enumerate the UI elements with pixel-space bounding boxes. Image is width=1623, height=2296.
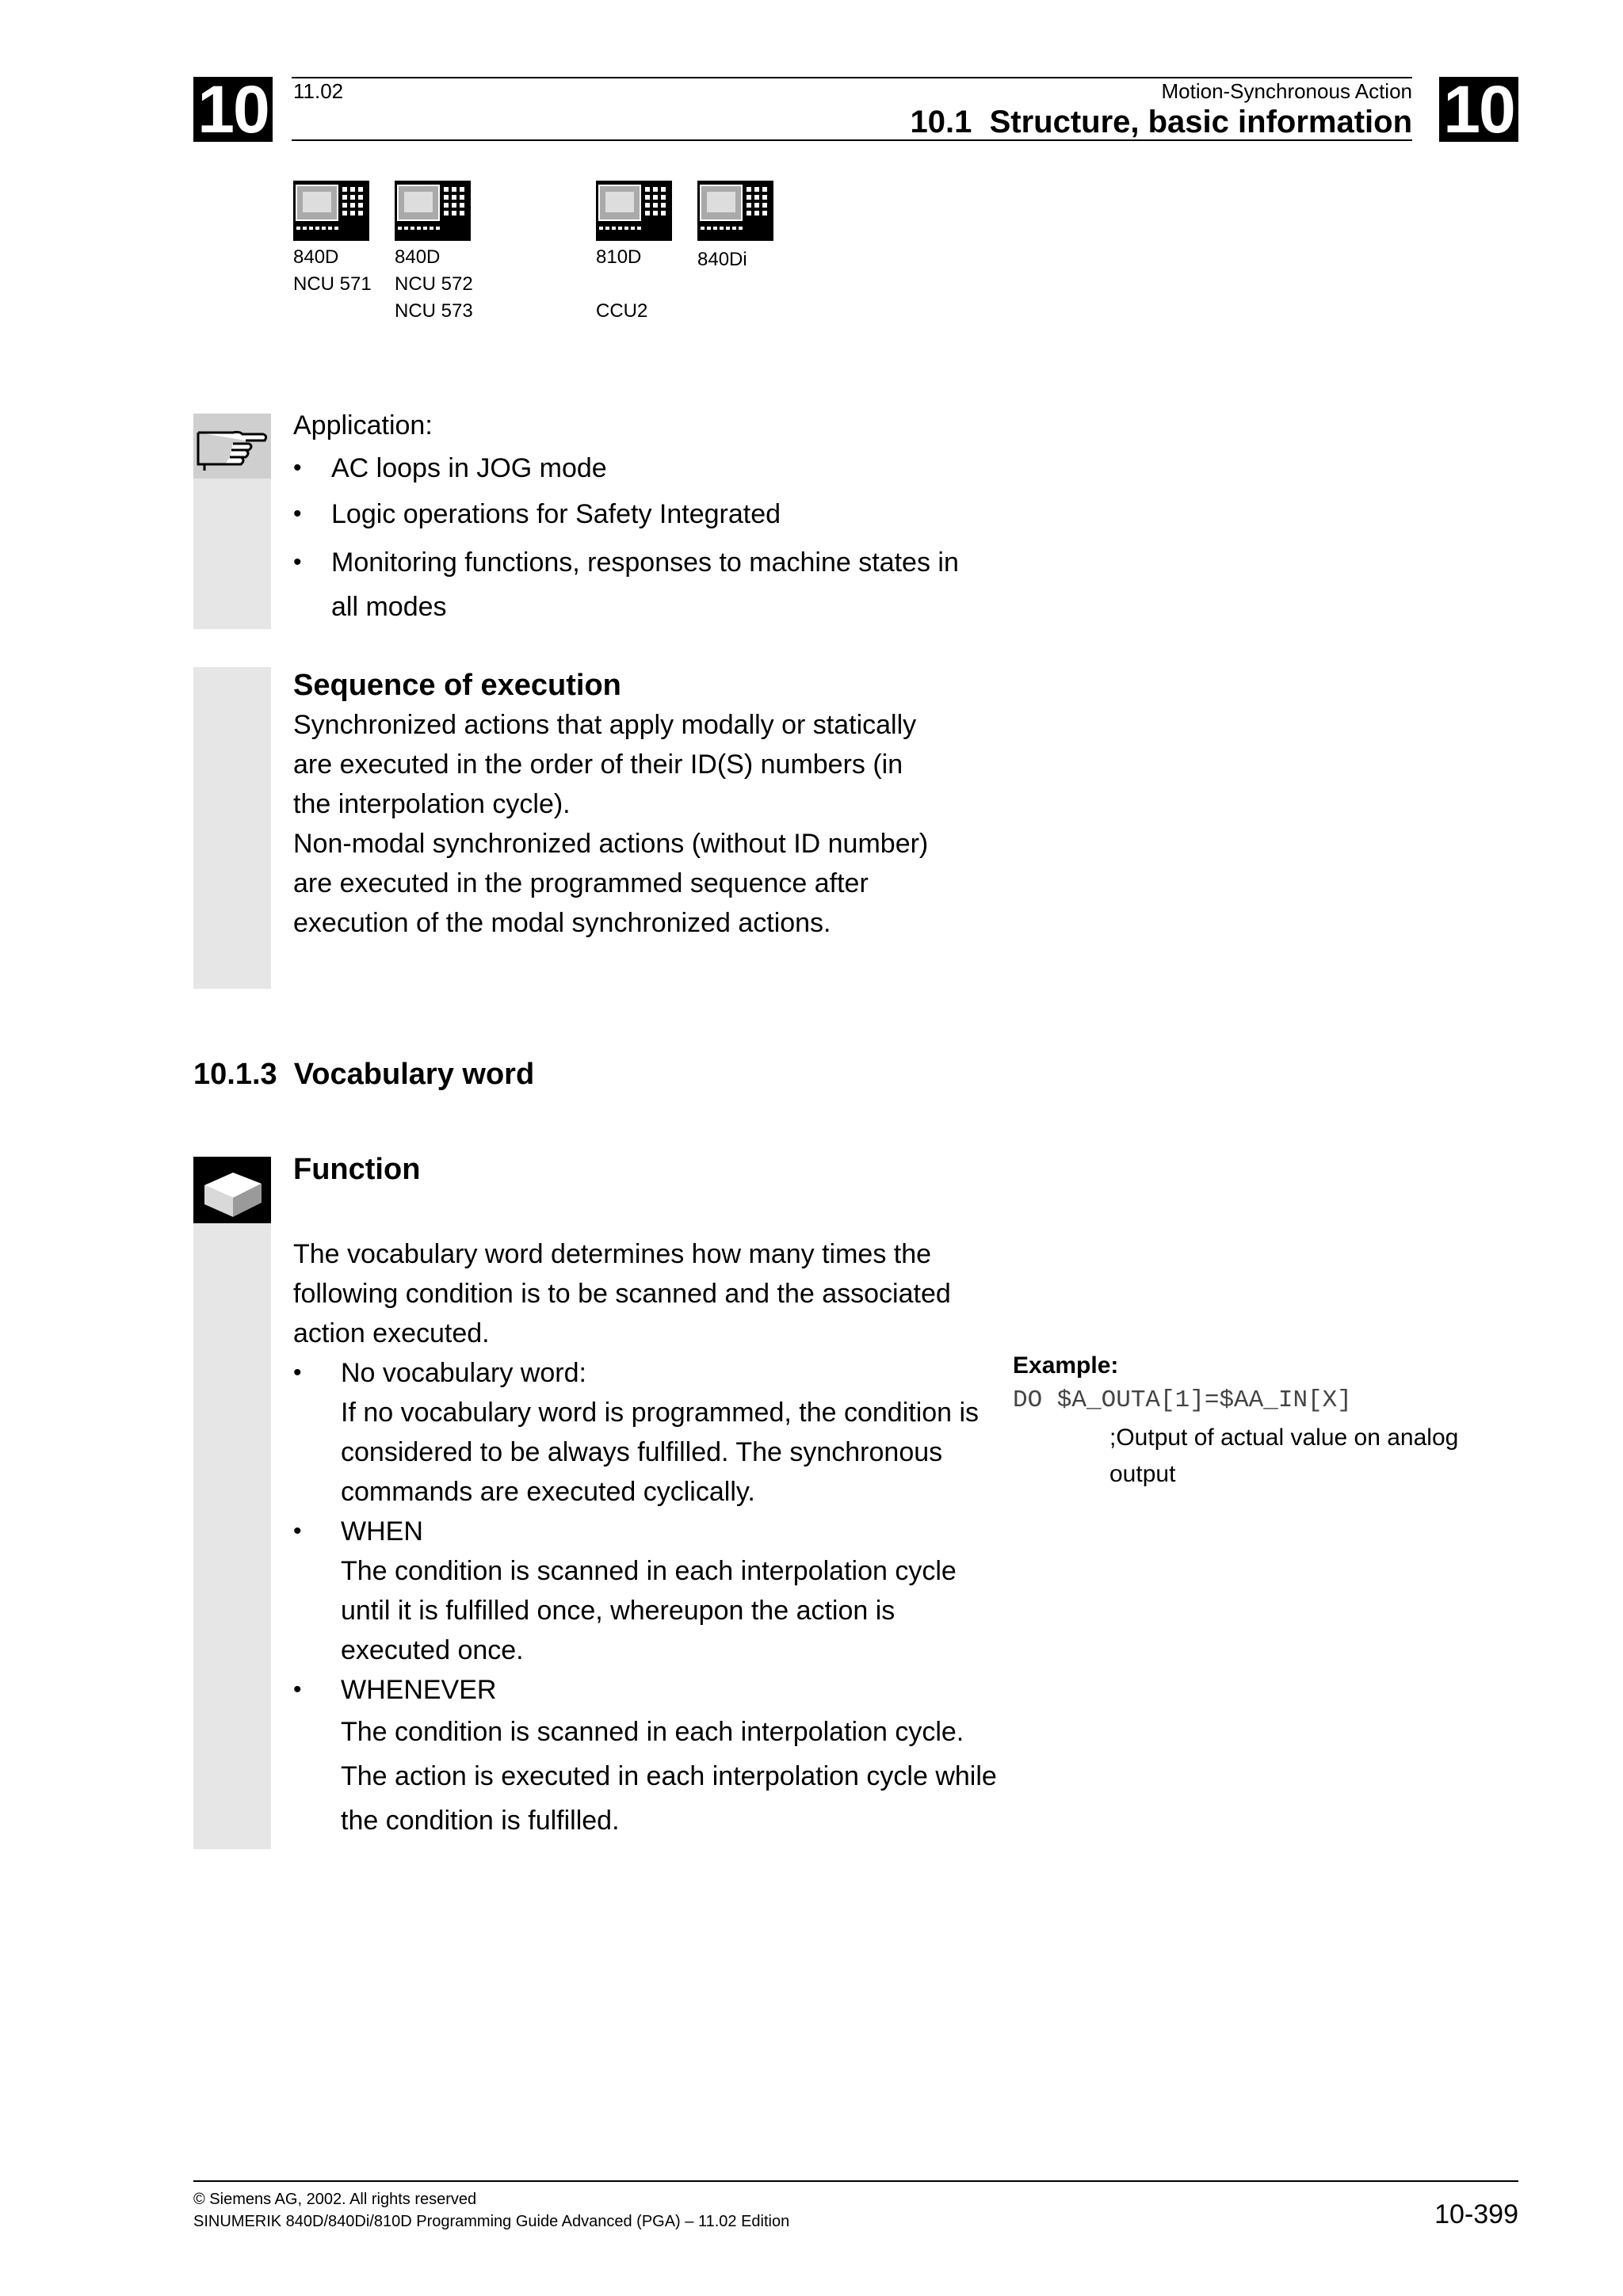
vocab-term: • WHEN — [341, 1516, 423, 1547]
vocab-description: The condition is scanned in each interpolation cycle. — [341, 1717, 964, 1747]
control-model: 840D — [395, 246, 441, 268]
application-heading: Application: — [293, 410, 433, 441]
sequence-paragraph: Synchronized actions that apply modally or statically are executed in the order of their ID(S) numbers (in the interpolation cycle). — [293, 710, 917, 819]
control-model: 810D — [596, 246, 642, 268]
chapter-number-left: 10 — [193, 77, 273, 142]
header-section-title: 10.1 Structure, basic information — [910, 105, 1412, 139]
function-section — [293, 1234, 997, 1843]
subsection-number: 10.1.3 — [193, 1058, 277, 1091]
cnc-control-icon — [293, 181, 369, 241]
control-label-3 — [596, 244, 647, 325]
list-item: • AC loops in JOG mode — [293, 448, 1006, 488]
example-label: Example: — [1013, 1352, 1119, 1379]
function-heading: Function — [293, 1153, 421, 1186]
footer-copyright: © Siemens AG, 2002. All rights reserved — [193, 2191, 477, 2208]
subsection-title: Vocabulary word — [293, 1058, 535, 1091]
control-label-4 — [697, 246, 747, 273]
example-box — [1013, 1348, 1504, 1493]
header-bottom-rule — [292, 139, 1412, 141]
footer-rule — [193, 2180, 1518, 2182]
cnc-control-icon — [697, 181, 773, 241]
vocab-description: If no vocabulary word is programmed, the condition is considered to be always fulfilled. The synchronous commands are executed cyclically. — [341, 1398, 980, 1507]
footer-text — [193, 2188, 789, 2233]
vocab-description: The condition is scanned in each interpolation cycle until it is fulfilled once, whereupon the action is executed once. — [341, 1556, 957, 1665]
control-model: 840Di — [697, 249, 747, 270]
control-ncu: NCU 573 — [395, 300, 473, 322]
vocab-term: • No vocabulary word: — [341, 1358, 586, 1388]
application-section — [293, 406, 1006, 629]
control-ccu: CCU2 — [596, 300, 648, 322]
list-item: • Monitoring functions, responses to machine states in all modes — [293, 540, 965, 629]
list-item — [293, 1670, 997, 1843]
list-item — [293, 1512, 991, 1670]
chapter-number-right: 10 — [1439, 77, 1518, 142]
sequence-paragraph: Non-modal synchronized actions (without ID number) are executed in the programmed sequence after execution of the modal synchronized actions. — [293, 829, 929, 938]
control-model: 840D — [293, 246, 339, 268]
function-intro: The vocabulary word determines how many times the following condition is to be scanned and the associated action executed. — [293, 1239, 951, 1348]
vocab-description: The action is executed in each interpolation cycle while the condition is fulfilled. — [341, 1761, 997, 1836]
application-list — [293, 448, 1006, 629]
function-list — [293, 1353, 997, 1843]
pointing-hand-icon — [193, 414, 271, 479]
control-label-2 — [395, 244, 473, 325]
list-item: • Logic operations for Safety Integrated — [293, 494, 1006, 534]
page-number: 10-399 — [1434, 2199, 1518, 2229]
subsection-heading — [193, 1058, 534, 1092]
cnc-control-icon — [395, 181, 471, 241]
control-ncu: NCU 571 — [293, 273, 372, 295]
control-label-1 — [293, 244, 372, 298]
sidebar-margin-function — [193, 1157, 271, 1849]
example-code: DO $A_OUTA[1]=$AA_IN[X] — [1013, 1386, 1352, 1414]
footer-publication: SINUMERIK 840D/840Di/810D Programming Guide Advanced (PGA) – 11.02 Edition — [193, 2213, 790, 2230]
control-ncu: NCU 572 — [395, 273, 473, 295]
sequence-heading: Sequence of execution — [293, 669, 621, 702]
sequence-section — [293, 666, 935, 943]
list-item — [293, 1353, 991, 1512]
function-block-icon — [193, 1157, 271, 1223]
header-date: 11.02 — [293, 79, 344, 103]
example-comment: ;Output of actual value on analog output — [1109, 1425, 1459, 1487]
cnc-control-icon — [596, 181, 672, 241]
vocab-term: • WHENEVER — [341, 1675, 497, 1705]
sidebar-margin-sequence — [193, 667, 271, 989]
header-top-rule — [292, 77, 1412, 78]
header-topic: Motion-Synchronous Action — [1161, 79, 1412, 103]
